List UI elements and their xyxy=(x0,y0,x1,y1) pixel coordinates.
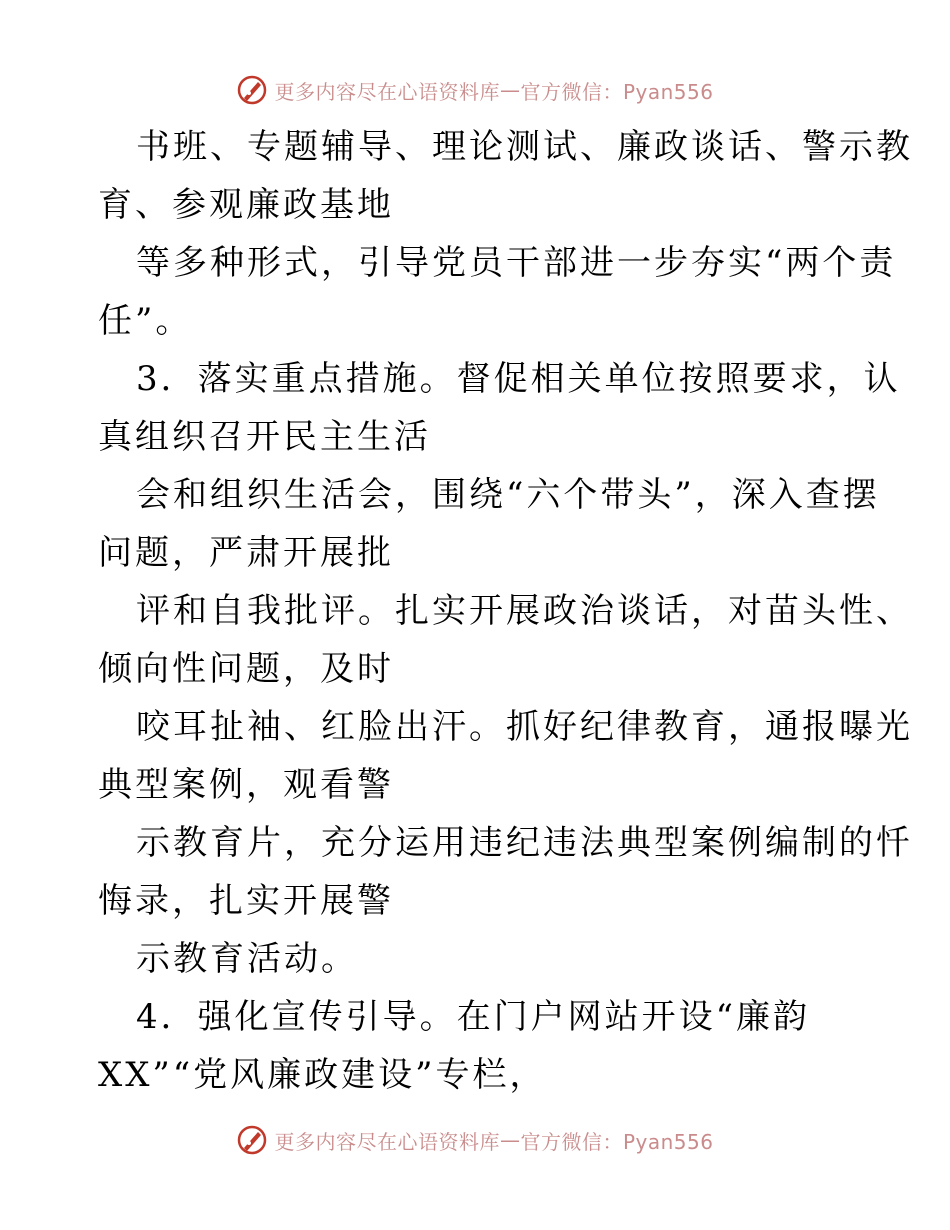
text-line: 等多种形式，引导党员干部进一步夯实“两个责 xyxy=(136,243,897,283)
text-line: 示教育片，充分运用违纪违法典型案例编制的忏 xyxy=(136,823,913,863)
text-line: 育、参观廉政基地 xyxy=(98,185,394,225)
text-line: 示教育活动。 xyxy=(136,939,358,979)
header-banner-contact: 官方微信：Pyan556 xyxy=(520,79,714,104)
pen-logo-icon xyxy=(236,1124,268,1156)
header-watermark-banner xyxy=(0,70,950,110)
footer-banner-text: 更多内容尽在心语资料库 xyxy=(274,1129,500,1154)
text-line: 典型案例，观看警 xyxy=(98,765,394,805)
header-banner-text: 更多内容尽在心语资料库 xyxy=(274,79,500,104)
text-line: 咬耳扯袖、红脸出汗。抓好纪律教育，通报曝光 xyxy=(136,707,913,747)
text-line: 4．强化宣传引导。在门户网站开设“廉韵 xyxy=(136,997,811,1037)
text-line: 评和自我批评。扎实开展政治谈话，对苗头性、 xyxy=(136,591,913,631)
text-line: 书班、专题辅导、理论测试、廉政谈话、警示教 xyxy=(136,127,913,167)
footer-banner-contact: 官方微信：Pyan556 xyxy=(520,1129,714,1154)
pen-logo-icon xyxy=(236,74,268,106)
text-line: 3．落实重点措施。督促相关单位按照要求，认 xyxy=(136,359,901,399)
footer-banner-dash: — xyxy=(499,1128,521,1152)
document-body xyxy=(98,118,913,1104)
text-line: 问题，严肃开展批 xyxy=(98,533,394,573)
text-line: 任”。 xyxy=(98,301,193,341)
footer-watermark-banner xyxy=(0,1120,950,1160)
text-line: 倾向性问题，及时 xyxy=(98,649,394,689)
text-line: 会和组织生活会，围绕“六个带头”，深入查摆 xyxy=(136,475,880,515)
text-line: XX”“党风廉政建设”专栏， xyxy=(98,1055,547,1095)
text-line: 真组织召开民主生活 xyxy=(98,417,431,457)
text-line: 悔录，扎实开展警 xyxy=(98,881,394,921)
header-banner-dash: — xyxy=(499,78,521,102)
